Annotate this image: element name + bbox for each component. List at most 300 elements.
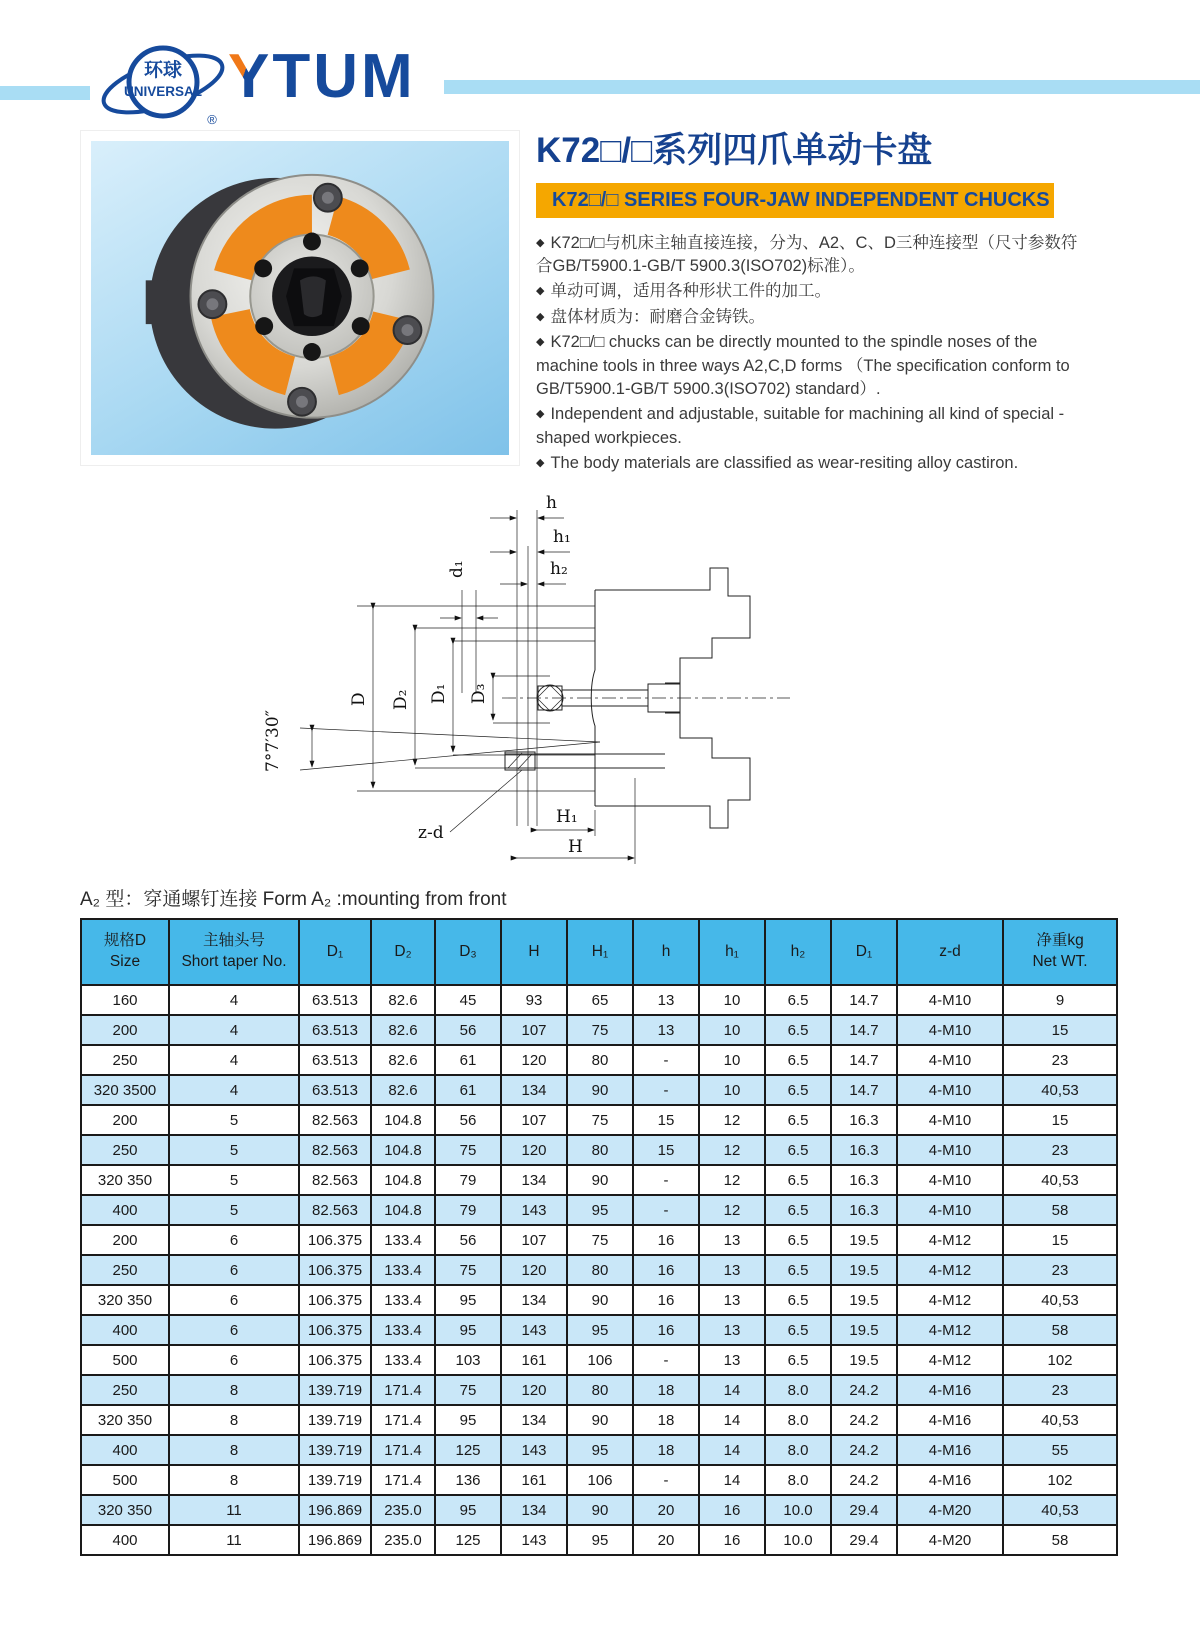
table-row xyxy=(81,1495,1117,1525)
table-header-cell: D₁ xyxy=(831,919,897,985)
table-cell: 75 xyxy=(435,1135,501,1165)
brand-letter-y: Y xyxy=(228,42,273,111)
table-cell: 102 xyxy=(1003,1465,1117,1495)
table-cell: 95 xyxy=(435,1315,501,1345)
table-cell: 19.5 xyxy=(831,1225,897,1255)
table-header-cell: h₂ xyxy=(765,919,831,985)
table-cell: 12 xyxy=(699,1165,765,1195)
bullet-item xyxy=(536,403,1092,450)
table-cell: 8.0 xyxy=(765,1465,831,1495)
bullet-item xyxy=(536,452,1092,475)
table-cell: 80 xyxy=(567,1375,633,1405)
header-left-bar xyxy=(0,86,90,100)
table-cell: 196.869 xyxy=(299,1495,371,1525)
table-cell: 106.375 xyxy=(299,1255,371,1285)
table-cell: 320 3500 xyxy=(81,1075,169,1105)
table-cell: 5 xyxy=(169,1195,299,1225)
table-cell: 75 xyxy=(567,1225,633,1255)
table-cell: 40,53 xyxy=(1003,1075,1117,1105)
table-cell: 4 xyxy=(169,1045,299,1075)
table-cell: 16 xyxy=(633,1315,699,1345)
table-row xyxy=(81,1015,1117,1045)
table-cell: 134 xyxy=(501,1285,567,1315)
table-cell: 4-M10 xyxy=(897,1135,1003,1165)
spec-table-head xyxy=(81,919,1117,985)
table-cell: 90 xyxy=(567,1075,633,1105)
table-cell: 104.8 xyxy=(371,1195,435,1225)
table-cell: 61 xyxy=(435,1045,501,1075)
table-cell: 4-M12 xyxy=(897,1345,1003,1375)
table-cell: 90 xyxy=(567,1165,633,1195)
table-cell: 400 xyxy=(81,1315,169,1345)
table-cell: 95 xyxy=(567,1195,633,1225)
logo-registered-mark: ® xyxy=(207,112,217,127)
table-cell: 143 xyxy=(501,1525,567,1555)
bullet-text: The body materials are classified as wear-resiting alloy castiron. xyxy=(550,454,1019,473)
universal-globe-logo xyxy=(100,38,230,128)
table-cell: 171.4 xyxy=(371,1435,435,1465)
table-cell: 19.5 xyxy=(831,1345,897,1375)
table-cell: 200 xyxy=(81,1105,169,1135)
table-cell: 102 xyxy=(1003,1345,1117,1375)
table-cell: 24.2 xyxy=(831,1375,897,1405)
table-cell: 95 xyxy=(435,1495,501,1525)
table-cell: 95 xyxy=(435,1405,501,1435)
table-cell: 106.375 xyxy=(299,1285,371,1315)
table-cell: 8 xyxy=(169,1375,299,1405)
table-cell: 23 xyxy=(1003,1135,1117,1165)
diamond-bullet-icon: ◆ xyxy=(536,408,545,421)
table-cell: - xyxy=(633,1195,699,1225)
table-cell: 143 xyxy=(501,1435,567,1465)
table-cell: 12 xyxy=(699,1135,765,1165)
table-cell: 120 xyxy=(501,1375,567,1405)
table-cell: 250 xyxy=(81,1255,169,1285)
table-cell: 134 xyxy=(501,1495,567,1525)
table-cell: 14.7 xyxy=(831,1015,897,1045)
table-cell: 4-M16 xyxy=(897,1375,1003,1405)
table-cell: 120 xyxy=(501,1045,567,1075)
dimension-drawing xyxy=(250,478,810,870)
table-cell: 139.719 xyxy=(299,1465,371,1495)
table-cell: 171.4 xyxy=(371,1375,435,1405)
table-cell: 6 xyxy=(169,1285,299,1315)
table-cell: 133.4 xyxy=(371,1315,435,1345)
table-cell: 171.4 xyxy=(371,1405,435,1435)
table-cell: 19.5 xyxy=(831,1315,897,1345)
diamond-bullet-icon: ◆ xyxy=(536,236,545,249)
bullet-text: K72□/□与机床主轴直接连接，分为、A2、C、D三种连接型（尺寸参数符合GB/T5900.1-GB/T 5900.3(ISO702)标准）。 xyxy=(536,233,1078,275)
table-cell: 24.2 xyxy=(831,1405,897,1435)
chuck-image xyxy=(91,141,509,455)
table-header-cell: D₃ xyxy=(435,919,501,985)
table-cell: 5 xyxy=(169,1135,299,1165)
table-header-cell: 主轴头号 Short taper No. xyxy=(169,919,299,985)
table-cell: - xyxy=(633,1075,699,1105)
table-cell: 16 xyxy=(699,1495,765,1525)
table-header-cell: 规格D Size xyxy=(81,919,169,985)
table-cell: 95 xyxy=(567,1435,633,1465)
table-cell: 8 xyxy=(169,1405,299,1435)
table-cell: 82.6 xyxy=(371,985,435,1015)
intro-text-column xyxy=(536,130,1092,478)
table-cell: 12 xyxy=(699,1105,765,1135)
table-cell: 23 xyxy=(1003,1255,1117,1285)
header-right-bar xyxy=(444,80,1200,94)
table-cell: 8.0 xyxy=(765,1405,831,1435)
globe-icon xyxy=(100,38,230,128)
table-cell: 18 xyxy=(633,1435,699,1465)
table-row xyxy=(81,1285,1117,1315)
dim-angle-label: 7°7′30″ xyxy=(263,710,283,772)
table-cell: 82.563 xyxy=(299,1165,371,1195)
table-cell: 161 xyxy=(501,1465,567,1495)
table-cell: 13 xyxy=(633,1015,699,1045)
dim-d1-label: d₁ xyxy=(447,560,467,578)
table-cell: 104.8 xyxy=(371,1135,435,1165)
table-cell: 40,53 xyxy=(1003,1285,1117,1315)
dim-D1-label: D₁ xyxy=(429,683,449,704)
table-cell: 65 xyxy=(567,985,633,1015)
bullet-item xyxy=(536,331,1092,401)
table-row xyxy=(81,1165,1117,1195)
table-cell: 120 xyxy=(501,1255,567,1285)
table-row xyxy=(81,1225,1117,1255)
spec-table xyxy=(80,918,1118,1556)
spec-table-body xyxy=(81,985,1117,1555)
dim-h2-label: h₂ xyxy=(550,559,568,579)
table-cell: 235.0 xyxy=(371,1495,435,1525)
table-cell: 139.719 xyxy=(299,1405,371,1435)
table-cell: 58 xyxy=(1003,1525,1117,1555)
table-cell: 19.5 xyxy=(831,1285,897,1315)
table-cell: 40,53 xyxy=(1003,1495,1117,1525)
table-cell: 106.375 xyxy=(299,1345,371,1375)
table-cell: 90 xyxy=(567,1405,633,1435)
table-cell: 11 xyxy=(169,1495,299,1525)
table-cell: 320 350 xyxy=(81,1165,169,1195)
table-cell: 133.4 xyxy=(371,1225,435,1255)
brand-letters-tum: TUM xyxy=(272,42,416,111)
table-cell: 8.0 xyxy=(765,1435,831,1465)
table-cell: 82.6 xyxy=(371,1015,435,1045)
diamond-bullet-icon: ◆ xyxy=(536,310,545,323)
table-cell: 82.6 xyxy=(371,1075,435,1105)
table-cell: 106.375 xyxy=(299,1315,371,1345)
table-cell: 13 xyxy=(633,985,699,1015)
table-cell: 200 xyxy=(81,1015,169,1045)
table-cell: 18 xyxy=(633,1375,699,1405)
table-cell: 10 xyxy=(699,1045,765,1075)
table-cell: 4-M12 xyxy=(897,1255,1003,1285)
table-header-cell: H₁ xyxy=(567,919,633,985)
table-cell: 6.5 xyxy=(765,1255,831,1285)
intro-section xyxy=(80,130,1120,478)
feature-bullets xyxy=(536,232,1092,476)
table-cell: 75 xyxy=(567,1015,633,1045)
table-cell: 4-M10 xyxy=(897,1045,1003,1075)
table-cell: 106 xyxy=(567,1345,633,1375)
table-row xyxy=(81,1195,1117,1225)
table-cell: 161 xyxy=(501,1345,567,1375)
table-cell: 6.5 xyxy=(765,1075,831,1105)
table-cell: 20 xyxy=(633,1495,699,1525)
table-cell: 10.0 xyxy=(765,1525,831,1555)
table-cell: 4-M10 xyxy=(897,1195,1003,1225)
table-cell: 58 xyxy=(1003,1195,1117,1225)
table-cell: 61 xyxy=(435,1075,501,1105)
dim-H1-label: H₁ xyxy=(556,807,578,827)
bullet-text: 盘体材质为：耐磨合金铸铁。 xyxy=(550,307,765,326)
bullet-item xyxy=(536,232,1092,279)
table-header-cell: z-d xyxy=(897,919,1003,985)
table-cell: 79 xyxy=(435,1195,501,1225)
table-cell: 4 xyxy=(169,1075,299,1105)
table-row xyxy=(81,1105,1117,1135)
table-cell: 4-M12 xyxy=(897,1315,1003,1345)
table-cell: 40,53 xyxy=(1003,1165,1117,1195)
table-cell: 10.0 xyxy=(765,1495,831,1525)
table-cell: 13 xyxy=(699,1225,765,1255)
dim-D3-label: D₃ xyxy=(469,683,489,704)
table-cell: 250 xyxy=(81,1045,169,1075)
table-cell: - xyxy=(633,1165,699,1195)
table-cell: 93 xyxy=(501,985,567,1015)
table-cell: 104.8 xyxy=(371,1105,435,1135)
table-row xyxy=(81,1135,1117,1165)
table-header-cell: h xyxy=(633,919,699,985)
table-cell: - xyxy=(633,1465,699,1495)
table-cell: 196.869 xyxy=(299,1525,371,1555)
table-cell: 6.5 xyxy=(765,1165,831,1195)
table-cell: 106 xyxy=(567,1465,633,1495)
table-cell: 90 xyxy=(567,1285,633,1315)
table-cell: 320 350 xyxy=(81,1495,169,1525)
table-cell: 15 xyxy=(1003,1015,1117,1045)
dim-h1-label: h₁ xyxy=(553,527,571,547)
table-cell: 4-M20 xyxy=(897,1495,1003,1525)
table-cell: 4 xyxy=(169,985,299,1015)
table-cell: 133.4 xyxy=(371,1345,435,1375)
table-cell: 14.7 xyxy=(831,1045,897,1075)
table-cell: 14.7 xyxy=(831,1075,897,1105)
table-cell: 6 xyxy=(169,1345,299,1375)
bullet-item xyxy=(536,306,1092,329)
product-photo-background xyxy=(91,141,509,455)
table-cell: 8 xyxy=(169,1435,299,1465)
table-cell: 75 xyxy=(435,1375,501,1405)
table-cell: 16 xyxy=(633,1285,699,1315)
table-cell: 12 xyxy=(699,1195,765,1225)
table-cell: 24.2 xyxy=(831,1435,897,1465)
table-cell: 4-M10 xyxy=(897,1105,1003,1135)
bullet-text: 单动可调，适用各种形状工件的加工。 xyxy=(550,282,831,301)
table-cell: 4 xyxy=(169,1015,299,1045)
table-cell: 107 xyxy=(501,1105,567,1135)
table-row xyxy=(81,1465,1117,1495)
table-cell: 400 xyxy=(81,1435,169,1465)
table-cell: 500 xyxy=(81,1465,169,1495)
table-cell: 133.4 xyxy=(371,1285,435,1315)
table-cell: 16.3 xyxy=(831,1195,897,1225)
table-cell: 23 xyxy=(1003,1375,1117,1405)
table-cell: 6.5 xyxy=(765,1015,831,1045)
table-cell: 14 xyxy=(699,1435,765,1465)
table-cell: 235.0 xyxy=(371,1525,435,1555)
table-cell: 80 xyxy=(567,1045,633,1075)
table-cell: 250 xyxy=(81,1375,169,1405)
table-cell: 55 xyxy=(1003,1435,1117,1465)
table-header-cell: 净重kg Net WT. xyxy=(1003,919,1117,985)
table-cell: 6 xyxy=(169,1255,299,1285)
table-cell: 10 xyxy=(699,1075,765,1105)
table-row xyxy=(81,1375,1117,1405)
table-cell: 6.5 xyxy=(765,1285,831,1315)
table-cell: 9 xyxy=(1003,985,1117,1015)
table-cell: 45 xyxy=(435,985,501,1015)
table-cell: 29.4 xyxy=(831,1495,897,1525)
table-cell: 16.3 xyxy=(831,1165,897,1195)
table-cell: 6.5 xyxy=(765,1345,831,1375)
table-cell: 500 xyxy=(81,1345,169,1375)
diamond-bullet-icon: ◆ xyxy=(536,457,545,470)
page-header xyxy=(0,0,1200,130)
table-cell: 143 xyxy=(501,1195,567,1225)
table-cell: 107 xyxy=(501,1015,567,1045)
page-title: K72□/□系列四爪单动卡盘 xyxy=(536,131,933,170)
table-cell: 4-M10 xyxy=(897,1075,1003,1105)
table-cell: 134 xyxy=(501,1405,567,1435)
table-cell: 400 xyxy=(81,1195,169,1225)
brand-ytum xyxy=(228,42,416,111)
table-cell: 6.5 xyxy=(765,1105,831,1135)
bullet-text: Independent and adjustable, suitable for machining all kind of special -shaped workpieces. xyxy=(536,405,1065,447)
dim-H-label: H xyxy=(568,837,583,857)
table-cell: 4-M16 xyxy=(897,1405,1003,1435)
table-cell: 80 xyxy=(567,1255,633,1285)
table-cell: 10 xyxy=(699,985,765,1015)
dim-D-label: D xyxy=(349,692,369,706)
table-cell: 200 xyxy=(81,1225,169,1255)
dim-zd-label: z-d xyxy=(418,823,444,843)
table-row xyxy=(81,1315,1117,1345)
table-cell: 6.5 xyxy=(765,1225,831,1255)
table-cell: 13 xyxy=(699,1315,765,1345)
bullets-english xyxy=(536,331,1092,476)
logo-cn-text: 环球 xyxy=(143,60,183,81)
dim-h-label: h xyxy=(546,493,557,513)
table-header-cell: H xyxy=(501,919,567,985)
table-cell: 160 xyxy=(81,985,169,1015)
table-cell: 95 xyxy=(567,1525,633,1555)
table-cell: 14 xyxy=(699,1465,765,1495)
table-header-cell: h₁ xyxy=(699,919,765,985)
table-cell: 20 xyxy=(633,1525,699,1555)
table-cell: 6.5 xyxy=(765,1315,831,1345)
table-cell: 16 xyxy=(633,1225,699,1255)
table-cell: 400 xyxy=(81,1525,169,1555)
logo-en-text: UNIVERSAL xyxy=(123,84,203,99)
table-cell: 10 xyxy=(699,1015,765,1045)
table-cell: 107 xyxy=(501,1225,567,1255)
table-cell: 136 xyxy=(435,1465,501,1495)
table-cell: 143 xyxy=(501,1315,567,1345)
table-cell: 15 xyxy=(1003,1105,1117,1135)
table-cell: 6.5 xyxy=(765,1195,831,1225)
table-cell: 11 xyxy=(169,1525,299,1555)
table-cell: 13 xyxy=(699,1345,765,1375)
table-cell: 133.4 xyxy=(371,1255,435,1285)
table-cell: 56 xyxy=(435,1225,501,1255)
table-cell: 13 xyxy=(699,1255,765,1285)
table-cell: 18 xyxy=(633,1405,699,1435)
table-cell: 95 xyxy=(435,1285,501,1315)
table-header-row xyxy=(81,919,1117,985)
table-cell: 75 xyxy=(567,1105,633,1135)
table-cell: 40,53 xyxy=(1003,1405,1117,1435)
table-cell: 23 xyxy=(1003,1045,1117,1075)
dim-D2-label: D₂ xyxy=(391,689,411,710)
series-banner: K72□/□ SERIES FOUR-JAW INDEPENDENT CHUCKS xyxy=(536,183,1054,218)
table-cell: 6.5 xyxy=(765,1135,831,1165)
table-cell: 104.8 xyxy=(371,1165,435,1195)
table-cell: 16.3 xyxy=(831,1135,897,1165)
table-cell: 5 xyxy=(169,1165,299,1195)
table-cell: 15 xyxy=(633,1105,699,1135)
table-cell: 250 xyxy=(81,1135,169,1165)
table-cell: 80 xyxy=(567,1135,633,1165)
table-cell: 24.2 xyxy=(831,1465,897,1495)
table-row xyxy=(81,1045,1117,1075)
table-row xyxy=(81,1255,1117,1285)
table-caption: A₂ 型：穿通螺钉连接 Form A₂ :mounting from front xyxy=(80,889,507,910)
bullet-text: K72□/□ chucks can be directly mounted to the spindle noses of the machine tools in three ways A2,C,D forms （The specification conform to GB/T5900.1-GB/T 5900.3(ISO702) standard）. xyxy=(536,333,1070,399)
table-cell: 5 xyxy=(169,1105,299,1135)
table-cell: 63.513 xyxy=(299,1045,371,1075)
bullet-item xyxy=(536,280,1092,303)
table-cell: 4-M12 xyxy=(897,1285,1003,1315)
bullets-chinese xyxy=(536,232,1092,330)
table-cell: 56 xyxy=(435,1105,501,1135)
table-cell: 171.4 xyxy=(371,1465,435,1495)
table-cell: 139.719 xyxy=(299,1375,371,1405)
table-cell: 320 350 xyxy=(81,1285,169,1315)
table-cell: 16 xyxy=(699,1525,765,1555)
table-cell: 4-M16 xyxy=(897,1435,1003,1465)
table-row xyxy=(81,1405,1117,1435)
table-cell: 82.563 xyxy=(299,1195,371,1225)
table-cell: 6.5 xyxy=(765,985,831,1015)
table-cell: 56 xyxy=(435,1015,501,1045)
table-cell: 4-M10 xyxy=(897,985,1003,1015)
table-header-cell: D₂ xyxy=(371,919,435,985)
table-cell: 4-M10 xyxy=(897,1165,1003,1195)
table-cell: 13 xyxy=(699,1285,765,1315)
table-cell: 139.719 xyxy=(299,1435,371,1465)
table-cell: 63.513 xyxy=(299,1075,371,1105)
table-cell: 16.3 xyxy=(831,1105,897,1135)
table-cell: 16 xyxy=(633,1255,699,1285)
table-cell: 14 xyxy=(699,1375,765,1405)
table-row xyxy=(81,1345,1117,1375)
table-cell: 79 xyxy=(435,1165,501,1195)
table-cell: 75 xyxy=(435,1255,501,1285)
table-cell: 6 xyxy=(169,1315,299,1345)
table-cell: 120 xyxy=(501,1135,567,1165)
table-cell: 134 xyxy=(501,1165,567,1195)
table-row xyxy=(81,1075,1117,1105)
table-cell: 14 xyxy=(699,1405,765,1435)
